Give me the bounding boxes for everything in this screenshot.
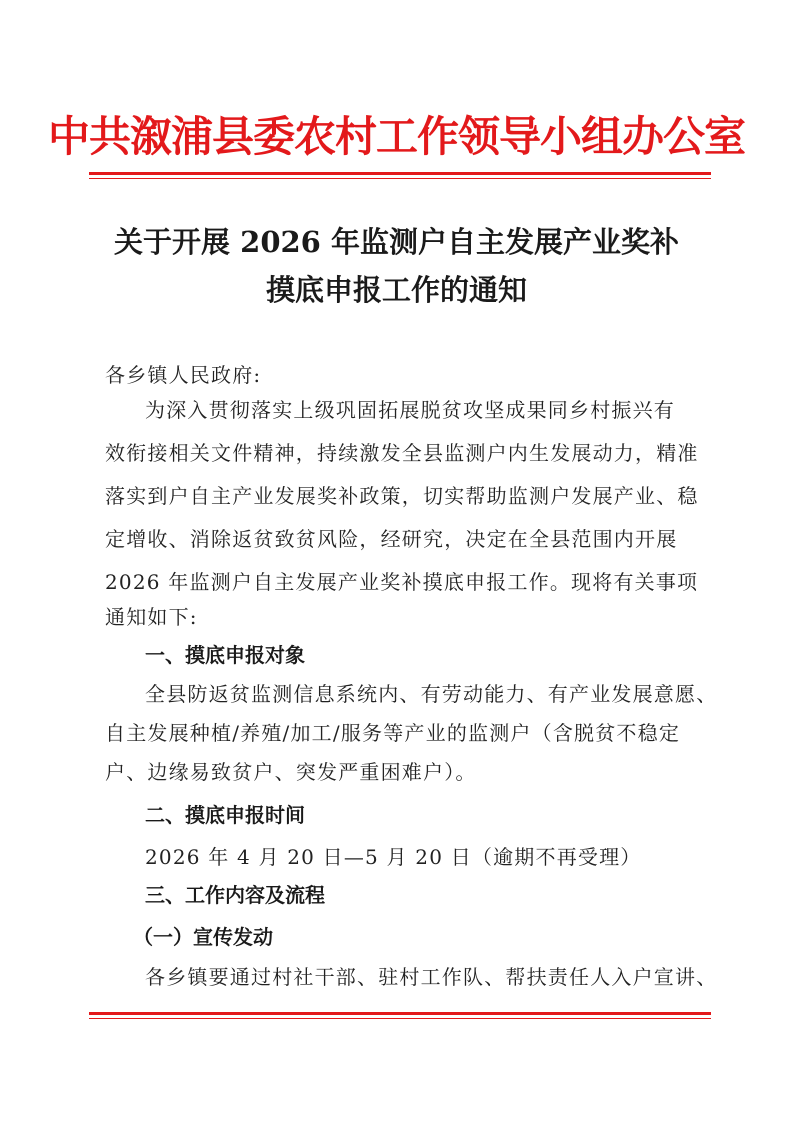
section-3-heading: 三、工作内容及流程 <box>145 883 325 907</box>
intro-line: 通知如下: <box>105 605 198 629</box>
document-title-line-1: 关于开展 2026 年监测户自主发展产业奖补 <box>114 225 679 259</box>
footer-rule-thin <box>89 1018 711 1019</box>
section-2-text: 2026 年 4 月 20 日—5 月 20 日（逾期不再受理） <box>145 845 642 869</box>
section-1-line: 自主发展种植/养殖/加工/服务等产业的监测户（含脱贫不稳定 <box>105 721 681 745</box>
section-1-line: 全县防返贫监测信息系统内、有劳动能力、有产业发展意愿、 <box>145 682 718 706</box>
masthead-rule-thick <box>89 172 711 175</box>
masthead-rule-thin <box>89 178 711 179</box>
intro-line: 效衔接相关文件精神，持续激发全县监测户内生发展动力，精准 <box>105 441 699 465</box>
masthead: 中共溆浦县委农村工作领导小组办公室 <box>47 112 745 161</box>
intro-line: 为深入贯彻落实上级巩固拓展脱贫攻坚成果同乡村振兴有 <box>145 398 675 422</box>
section-1-heading: 一、摸底申报对象 <box>145 643 305 667</box>
intro-line: 2026 年监测户自主发展产业奖补摸底申报工作。现将有关事项 <box>105 570 699 594</box>
section-1-line: 户、边缘易致贫户、突发严重困难户）。 <box>105 760 477 784</box>
section-3-subheading: （一）宣传发动 <box>133 925 273 949</box>
intro-line: 落实到户自主产业发展奖补政策，切实帮助监测户发展产业、稳 <box>105 484 699 508</box>
document-title-line-2: 摸底申报工作的通知 <box>265 273 527 307</box>
salutation: 各乡镇人民政府: <box>105 363 262 387</box>
intro-line: 定增收、消除返贫致贫风险，经研究，决定在全县范围内开展 <box>105 527 678 551</box>
footer-rule-thick <box>89 1012 711 1015</box>
section-3-text: 各乡镇要通过村社干部、驻村工作队、帮扶责任人入户宣讲、 <box>145 965 718 989</box>
section-2-heading: 二、摸底申报时间 <box>145 803 305 827</box>
